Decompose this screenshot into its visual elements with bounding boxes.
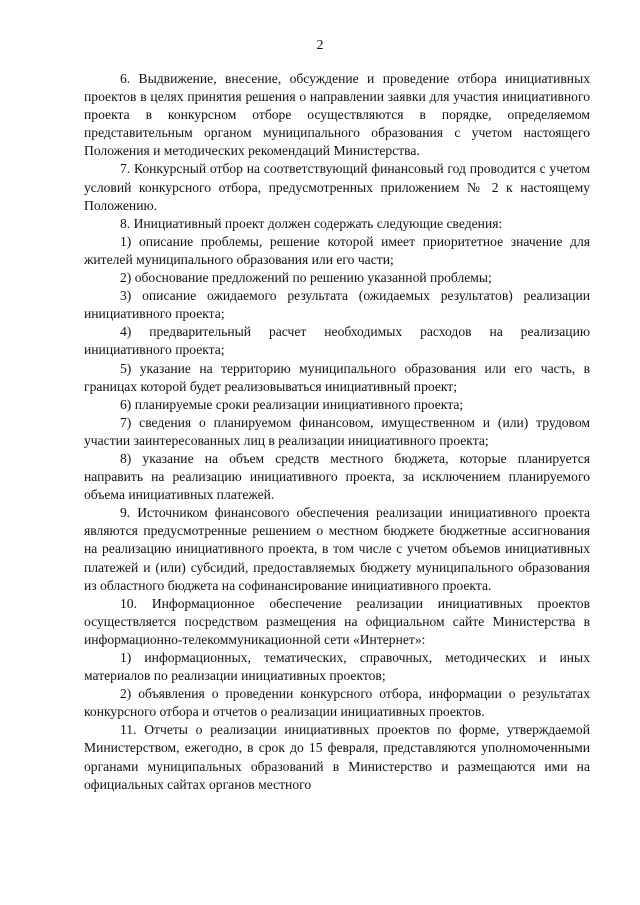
list-item-10-2: 2) объявления о проведении конкурсного отбора, информации о результатах конкурсного отбора и отчетов о реализации инициативных проектов. [84,686,590,720]
list-item-8-5: 5) указание на территорию муниципального образования или его часть, в границах которой будет реализовываться инициативный проект; [84,360,590,394]
list-item-8-2: 2) обоснование предложений по решению указанной проблемы; [120,270,492,286]
list-item-8-7: 7) сведения о планируемом финансовом, имущественном и (или) трудовом участии заинтересованных лиц в реализации инициативного проекта; [84,414,590,448]
paragraph-item-8: 8. Инициативный проект должен содержать следующие сведения: [120,215,503,231]
list-item-10-1: 1) информационных, тематических, справочных, методических и иных материалов по реализации инициативных проектов; [84,650,590,684]
list-item-8-4: 4) предварительный расчет необходимых расходов на реализацию инициативного проекта; [84,324,590,358]
list-item-8-6: 6) планируемые сроки реализации инициативного проекта; [120,396,464,412]
list-item-8-8: 8) указание на объем средств местного бюджета, которые планируется направить на реализацию инициативного проекта, за исключением планируемого объема инициативных платежей. [84,450,590,503]
paragraph-item-10: 10. Информационное обеспечение реализации инициативных проектов осуществляется посредством размещения на официальном сайте Министерства в информационно-телекоммуникационной сети «Интернет»: [84,595,590,647]
page-number: 2 [316,38,324,53]
paragraph-item-9: 9. Источником финансового обеспечения реализации инициативного проекта являются предусмотренные решением о местном бюджете бюджетные ассигнования на реализацию инициативного проекта, в том числе с учетом объемов инициативных платежей и (или) субсидий, предоставляемых бюджету муниципального образования из областного бюджета на софинансирование инициативного проекта. [84,505,590,593]
list-item-8-1: 1) описание проблемы, решение которой имеет приоритетное значение для жителей муниципального образования или его части; [84,233,590,267]
list-item-8-3: 3) описание ожидаемого результата (ожидаемых результатов) реализации инициативного проекта; [84,288,590,322]
paragraph-item-7: 7. Конкурсный отбор на соответствующий финансовый год проводится с учетом условий конкурсного отбора, предусмотренных приложением № 2 к настоящему Положению. [84,161,590,213]
paragraph-item-11: 11. Отчеты о реализации инициативных проектов по форме, утверждаемой Министерством, ежегодно, в срок до 15 февраля, представляются уполномоченными органами муниципальных образований в Министерство и размещаются ими на официальных сайтах органов местного [84,722,590,792]
document-body [84,70,590,794]
paragraph-item-6: 6. Выдвижение, внесение, обсуждение и проведение отбора инициативных проектов в целях принятия решения о направлении заявки для участия инициативного проекта в конкурсном отборе осуществляются в порядке, определяемом представительным органом муниципального образования с учетом настоящего Положения и методических рекомендаций Министерства. [84,71,590,159]
